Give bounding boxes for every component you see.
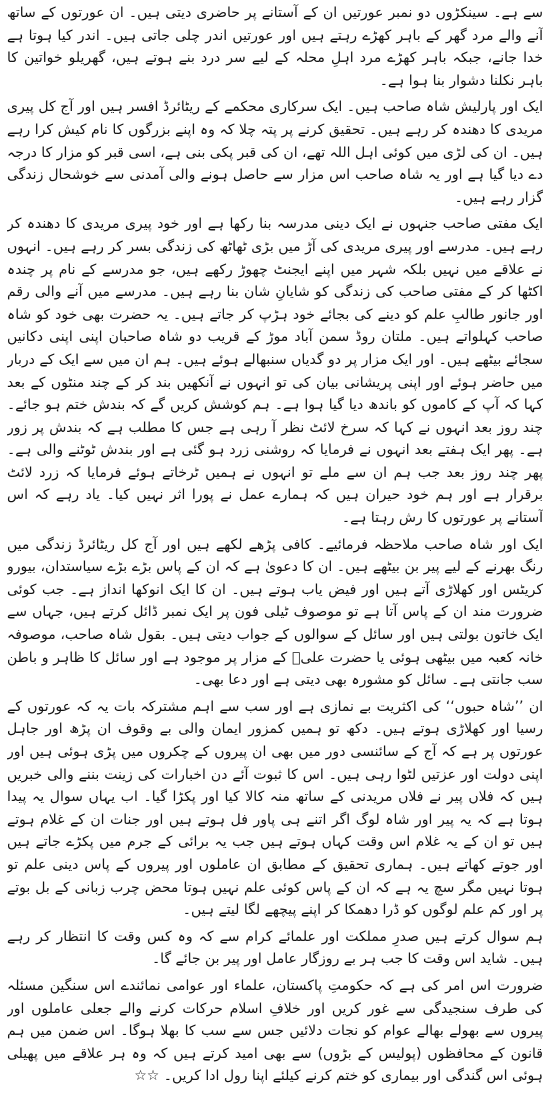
article-paragraph-4: ایک اور شاہ صاحب ملاحظہ فرمائیے۔ کافی پڑھے لکھے ہیں اور آج کل ریٹائرڈ زندگی میں رنگ بھرنے کے لیے پیر بن بیٹھے ہیں۔ ان کا دعویٰ ہے کہ ان کے پاس بڑے بڑے سیاستدان، بیورو کریٹس اور کھلاڑی آتے ہیں اور فیض یاب ہوتے ہیں۔ ان کا ایک انوکھا انداز ہے۔ جب کوئی ضرورت مند ان کے پاس آتا ہے تو موصوف ٹیلی فون پر ایک نمبر ڈائل کرتے ہیں، جہاں سے ایک خاتون بولتی ہیں اور سائل کے سوالوں کے جواب دیتی ہیں۔ بقول شاہ صاحب، موصوفہ خانہ کعبہ میں بیٹھی ہوئی یا حضرت علیؓ کے مزار پر موجود ہے اور سائل کا ظاہر و باطن سب جانتی ہے۔ سائل کو مشورہ بھی دیتی ہے اور دعا بھی۔ <box>7 536 543 689</box>
article-paragraph-7: ضرورت اس امر کی ہے کہ حکومتِ پاکستان، علماء اور عوامی نمائندے اس سنگین مسئلہ کی طرف سنجیدگی سے غور کریں اور خلافِ اسلام حرکات کرنے والے جعلی عاملوں اور پیروں سے بھولے بھالے عوام کو نجات دلائیں جس سے سب کا بھلا ہوگا۔ اس ضمن میں ہم قانون کے محافظوں (پولیس کے بڑوں) سے بھی امید کرتے ہیں کہ وہ ہر علاقے میں پھیلی ہوئی اس گندگی اور بیماری کو ختم کرنے کیلئے اپنا رول ادا کریں۔ ☆☆ <box>7 977 543 1085</box>
article-column <box>7 2 543 1110</box>
article-paragraph-3: ایک مفتی صاحب جنہوں نے ایک دینی مدرسہ بنا رکھا ہے اور خود پیری مریدی کا دھندہ کر رہے ہیں۔ مدرسے اور پیری مریدی کی آڑ میں بڑی ٹھاٹھ کی زندگی بسر کر رہے ہیں۔ انہوں نے علاقے میں نہیں بلکہ شہر میں اپنے ایجنٹ چھوڑ رکھے ہیں، جو مدرسے کے نام پر چندہ اکٹھا کر کے مفتی صاحب کی زندگی کو شایانِ شان بنا رہے ہیں۔ مدرسے میں آنے والی رقم اور جانور طالبِ علم کو دینے کی بجائے خود ہڑپ کر جاتے ہیں۔ یہ حضرت بھی خود کو شاہ صاحب کہلواتے ہیں۔ ملتان روڈ سمن آباد موڑ کے قریب دو شاہ صاحبان اپنی اپنی دکانیں سجائے بیٹھے ہیں۔ اور ایک مزار پر دو گدیاں سنبھالے ہوئے ہیں۔ ہم ان میں سے ایک کے دربار میں حاضر ہوئے اور اپنی پریشانی بیان کی تو انہوں نے آنکھیں بند کر کے چند منٹوں کے بعد کہا کہ آپ کے کاموں کو باندھ دیا گیا ہوا ہے۔ ہم کوشش کریں گے کہ بندش ختم ہو جائے۔ چند روز بعد انہوں نے کہا کہ سرخ لائٹ نظر آ رہی ہے جس کا مطلب ہے کہ بندش پر زور ہے۔ پھر ایک ہفتے بعد انہوں نے فرمایا کہ روشنی زرد ہو گئی ہے اور بندش ٹوٹنے والی ہے۔ پھر چند روز بعد جب ہم ان سے ملے تو انہوں نے ہمیں ٹرخاتے ہوئے فرمایا کہ زرد لائٹ برقرار ہے اور ہم خود حیران ہیں کہ ہمارے عمل نے پورا اثر نہیں کیا۔ یاد رہے کہ اس آستانے پر عورتوں کا رش رہتا ہے۔ <box>7 216 543 527</box>
article-paragraph-2: ایک اور پارلیش شاہ صاحب ہیں۔ ایک سرکاری محکمے کے ریٹائرڈ افسر ہیں اور آج کل پیری مریدی کا دھندہ کر رہے ہیں۔ تحقیق کرنے پر پتہ چلا کہ وہ اپنے بزرگوں کا نام کیش کرا رہے ہیں۔ ان کی لڑی میں کوئی اہل اللہ تھے، ان کی قبر پکی بنی ہے، اسی قبر کو مزار کا درجہ دے دیا گیا ہے اور یہ شاہ صاحب اس مزار سے حاصل ہونے والی آمدنی سے خوشحال زندگی گزار رہے ہیں۔ <box>7 99 543 206</box>
article-paragraph-5: ان ’’شاہ حبوں‘‘ کی اکثریت بے نمازی ہے اور سب سے اہم مشترکہ بات یہ کہ عورتوں کے رسیا اور کھلاڑی ہوتے ہیں۔ دکھ تو ہمیں کمزور ایمان والی بے وقوف ان پڑھ اور جاہل عورتوں پر ہے کہ آج کے سائنسی دور میں بھی ان پیروں کے چکروں میں پڑی ہوئی ہیں اور اپنی دولت اور عزتیں لٹوا رہی ہیں۔ اس کا ثبوت آئے دن اخبارات کی زینت بننے والی خبریں ہیں کہ فلاں پیر نے فلاں مریدنی کے ساتھ منہ کالا کیا اور پکڑا گیا۔ اب یہاں سوال یہ پیدا ہوتا ہے کہ یہ پیر اور شاہ لوگ اگر اتنے ہی پاور فل ہوتے ہیں اور جنات ان کے غلام ہوتے ہیں تو ان کے یہ غلام اس وقت کہاں ہوتے ہیں جب یہ برائی کے جرم میں پکڑے جاتے ہیں اور جوتے کھاتے ہیں۔ ہماری تحقیق کے مطابق ان عاملوں اور پیروں کے پاس دینی علم تو ہوتا نہیں مگر سچ یہ ہے کہ ان کے پاس کوئی علم نہیں ہوتا محض چرب زبانی کے بل بوتے پر اور کم علم لوگوں کو ڈرا دھمکا کر اپنے پیچھے لگا لیتے ہیں۔ <box>7 698 543 919</box>
article-paragraph-6: ہم سوال کرتے ہیں صدرِ مملکت اور علمائے کرام سے کہ وہ کس وقت کا انتظار کر رہے ہیں۔ شاید اس وقت کا جب ہر بے روزگار عامل اور پیر بن جائے گا۔ <box>7 928 543 968</box>
article-paragraph-1: سے ہے۔ سینکڑوں دو نمبر عورتیں ان کے آستانے پر حاضری دیتی ہیں۔ ان عورتوں کے ساتھ آنے والے مرد گھر کے باہر کھڑے رہتے ہیں اور عورتیں اندر چلی جاتی ہیں۔ اندر کیا ہوتا ہے خدا جانے، جبکہ باہر کھڑے مرد اہلِ محلہ کے لیے سر درد بنے ہوتے ہیں، گھریلو خواتین کا باہر نکلنا دشوار بنا ہوا ہے۔ <box>7 5 543 89</box>
